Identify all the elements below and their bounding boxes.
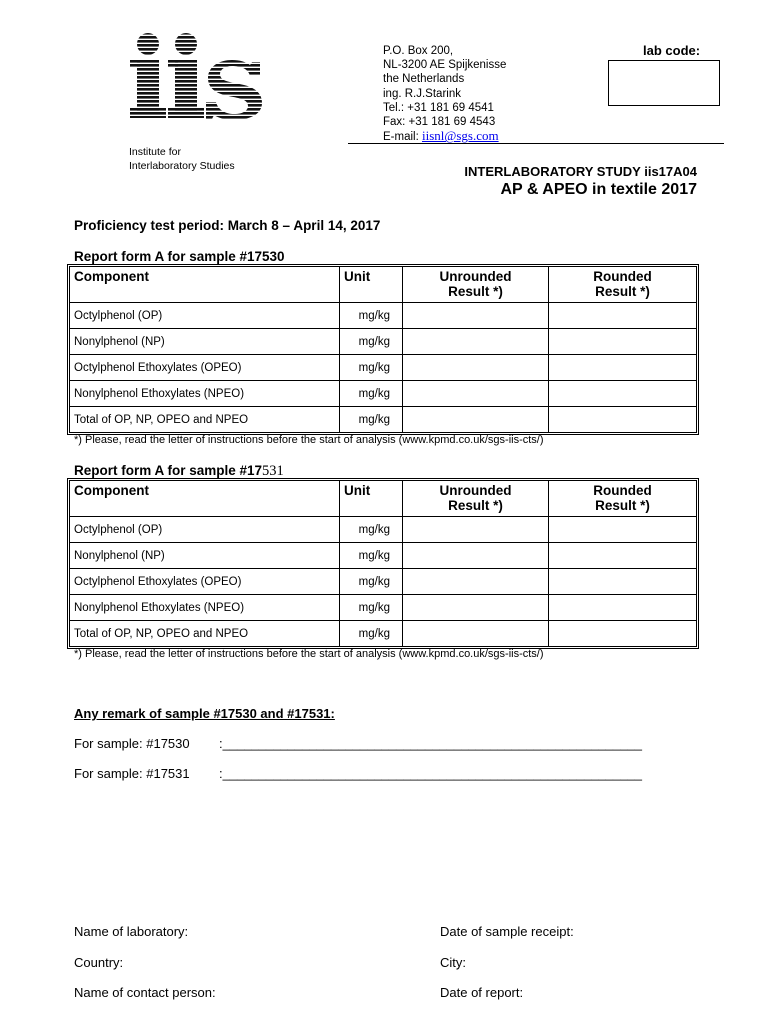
address-fax: Fax: +31 181 69 4543 — [383, 116, 496, 129]
header-unrounded-line1: Unrounded — [439, 483, 512, 498]
unit-cell: mg/kg — [340, 595, 403, 621]
form1-title: Report form A for sample #17530 — [74, 249, 285, 264]
unrounded-result-input[interactable] — [403, 329, 549, 355]
rounded-result-input[interactable] — [549, 569, 696, 595]
table-row — [70, 517, 696, 543]
table-row — [70, 381, 696, 407]
form2-note: *) Please, read the letter of instructions before the start of analysis (www.kpmd.co.uk/sgs-iis-cts/) — [74, 648, 544, 660]
table-row — [70, 303, 696, 329]
header-rounded — [549, 481, 696, 517]
header-rounded-line1: Rounded — [593, 483, 652, 498]
header-rounded-line1: Rounded — [593, 269, 652, 284]
address-tel: Tel.: +31 181 69 4541 — [383, 101, 494, 114]
unit-cell: mg/kg — [340, 517, 403, 543]
header-unrounded — [403, 481, 549, 517]
unit-cell: mg/kg — [340, 621, 403, 646]
header-unrounded-line1: Unrounded — [439, 269, 512, 284]
table-row — [70, 329, 696, 355]
email-link[interactable]: iisnl@sgs.com — [421, 128, 499, 144]
header-unrounded-line2: Result *) — [448, 498, 503, 513]
unit-cell: mg/kg — [340, 381, 403, 407]
study-code: INTERLABORATORY STUDY iis17A04 — [464, 164, 697, 179]
rounded-result-input[interactable] — [549, 517, 696, 543]
header-rounded — [549, 267, 696, 303]
unit-cell: mg/kg — [340, 329, 403, 355]
unrounded-result-input[interactable] — [403, 303, 549, 329]
address-line4: ing. R.J.Starink — [383, 87, 461, 100]
lab-code-field[interactable] — [608, 60, 720, 106]
header-component: Component — [70, 481, 340, 517]
unit-cell: mg/kg — [340, 355, 403, 381]
rounded-result-input[interactable] — [549, 303, 696, 329]
email-label: E-mail: — [383, 131, 422, 144]
unrounded-result-input[interactable] — [403, 569, 549, 595]
remark-label-17531: For sample: #17531 — [74, 766, 190, 781]
table-row — [70, 595, 696, 621]
rounded-result-input[interactable] — [549, 543, 696, 569]
address-line2: NL-3200 AE Spijkenisse — [383, 59, 507, 72]
form1-note: *) Please, read the letter of instructions before the start of analysis (www.kpmd.co.uk/sgs-iis-cts/) — [74, 434, 544, 446]
logo-subtitle-line1: Institute for — [129, 146, 181, 158]
table-header-row — [70, 267, 696, 303]
unrounded-result-input[interactable] — [403, 595, 549, 621]
unit-cell: mg/kg — [340, 569, 403, 595]
address-line1: P.O. Box 200, — [383, 45, 454, 57]
table-header-row — [70, 481, 696, 517]
rounded-result-input[interactable] — [549, 355, 696, 381]
rounded-result-input[interactable] — [549, 407, 696, 432]
component-cell: Total of OP, NP, OPEO and NPEO — [70, 621, 340, 646]
component-cell: Octylphenol Ethoxylates (OPEO) — [70, 569, 340, 595]
form1-table — [67, 264, 699, 435]
unrounded-result-input[interactable] — [403, 407, 549, 432]
logo-subtitle — [129, 145, 235, 173]
component-cell: Octylphenol (OP) — [70, 303, 340, 329]
form2-table — [67, 478, 699, 649]
component-cell: Nonylphenol Ethoxylates (NPEO) — [70, 595, 340, 621]
table-row — [70, 569, 696, 595]
rounded-result-input[interactable] — [549, 621, 696, 646]
address-line3: the Netherlands — [383, 73, 465, 86]
unrounded-result-input[interactable] — [403, 543, 549, 569]
component-cell: Nonylphenol Ethoxylates (NPEO) — [70, 381, 340, 407]
unit-cell: mg/kg — [340, 543, 403, 569]
iis-logo — [128, 32, 264, 120]
remark-row-17531 — [74, 766, 694, 781]
unit-cell: mg/kg — [340, 303, 403, 329]
report-date-label: Date of report: — [440, 985, 524, 1000]
lab-code-label: lab code: — [643, 43, 701, 58]
rounded-result-input[interactable] — [549, 381, 696, 407]
remark-field-17531[interactable]: :__________________________________________________________ — [219, 766, 642, 781]
rounded-result-input[interactable] — [549, 595, 696, 621]
remarks-title: Any remark of sample #17530 and #17531: — [74, 706, 335, 721]
country-label: Country: — [74, 955, 124, 970]
form2-title-prefix: Report form A for sample #17 — [74, 463, 263, 478]
form2-title-suffix: 531 — [262, 463, 284, 479]
sample-receipt-date-label: Date of sample receipt: — [440, 924, 574, 939]
component-cell: Nonylphenol (NP) — [70, 543, 340, 569]
header-unrounded-line2: Result *) — [448, 284, 503, 299]
city-label: City: — [440, 955, 466, 970]
address-divider — [348, 143, 724, 144]
table-row — [70, 407, 696, 432]
unit-cell: mg/kg — [340, 407, 403, 432]
logo-subtitle-line2: Interlaboratory Studies — [129, 160, 235, 172]
table-row — [70, 355, 696, 381]
header-rounded-line2: Result *) — [595, 498, 650, 513]
unrounded-result-input[interactable] — [403, 517, 549, 543]
unrounded-result-input[interactable] — [403, 355, 549, 381]
lab-name-label: Name of laboratory: — [74, 924, 189, 939]
study-title: AP & APEO in textile 2017 — [500, 181, 697, 198]
remark-row-17530 — [74, 736, 694, 751]
remark-label-17530: For sample: #17530 — [74, 736, 190, 751]
table-row — [70, 543, 696, 569]
component-cell: Nonylphenol (NP) — [70, 329, 340, 355]
component-cell: Octylphenol Ethoxylates (OPEO) — [70, 355, 340, 381]
unrounded-result-input[interactable] — [403, 621, 549, 646]
contact-person-label: Name of contact person: — [74, 985, 216, 1000]
unrounded-result-input[interactable] — [403, 381, 549, 407]
test-period: Proficiency test period: March 8 – April 14, 2017 — [74, 218, 381, 233]
header-component: Component — [70, 267, 340, 303]
address-block — [383, 44, 506, 144]
rounded-result-input[interactable] — [549, 329, 696, 355]
header-unrounded — [403, 267, 549, 303]
component-cell: Total of OP, NP, OPEO and NPEO — [70, 407, 340, 432]
component-cell: Octylphenol (OP) — [70, 517, 340, 543]
header-unit: Unit — [340, 481, 403, 517]
remark-field-17530[interactable]: :__________________________________________________________ — [219, 736, 642, 751]
header-unit: Unit — [340, 267, 403, 303]
header-rounded-line2: Result *) — [595, 284, 650, 299]
table-row — [70, 621, 696, 646]
